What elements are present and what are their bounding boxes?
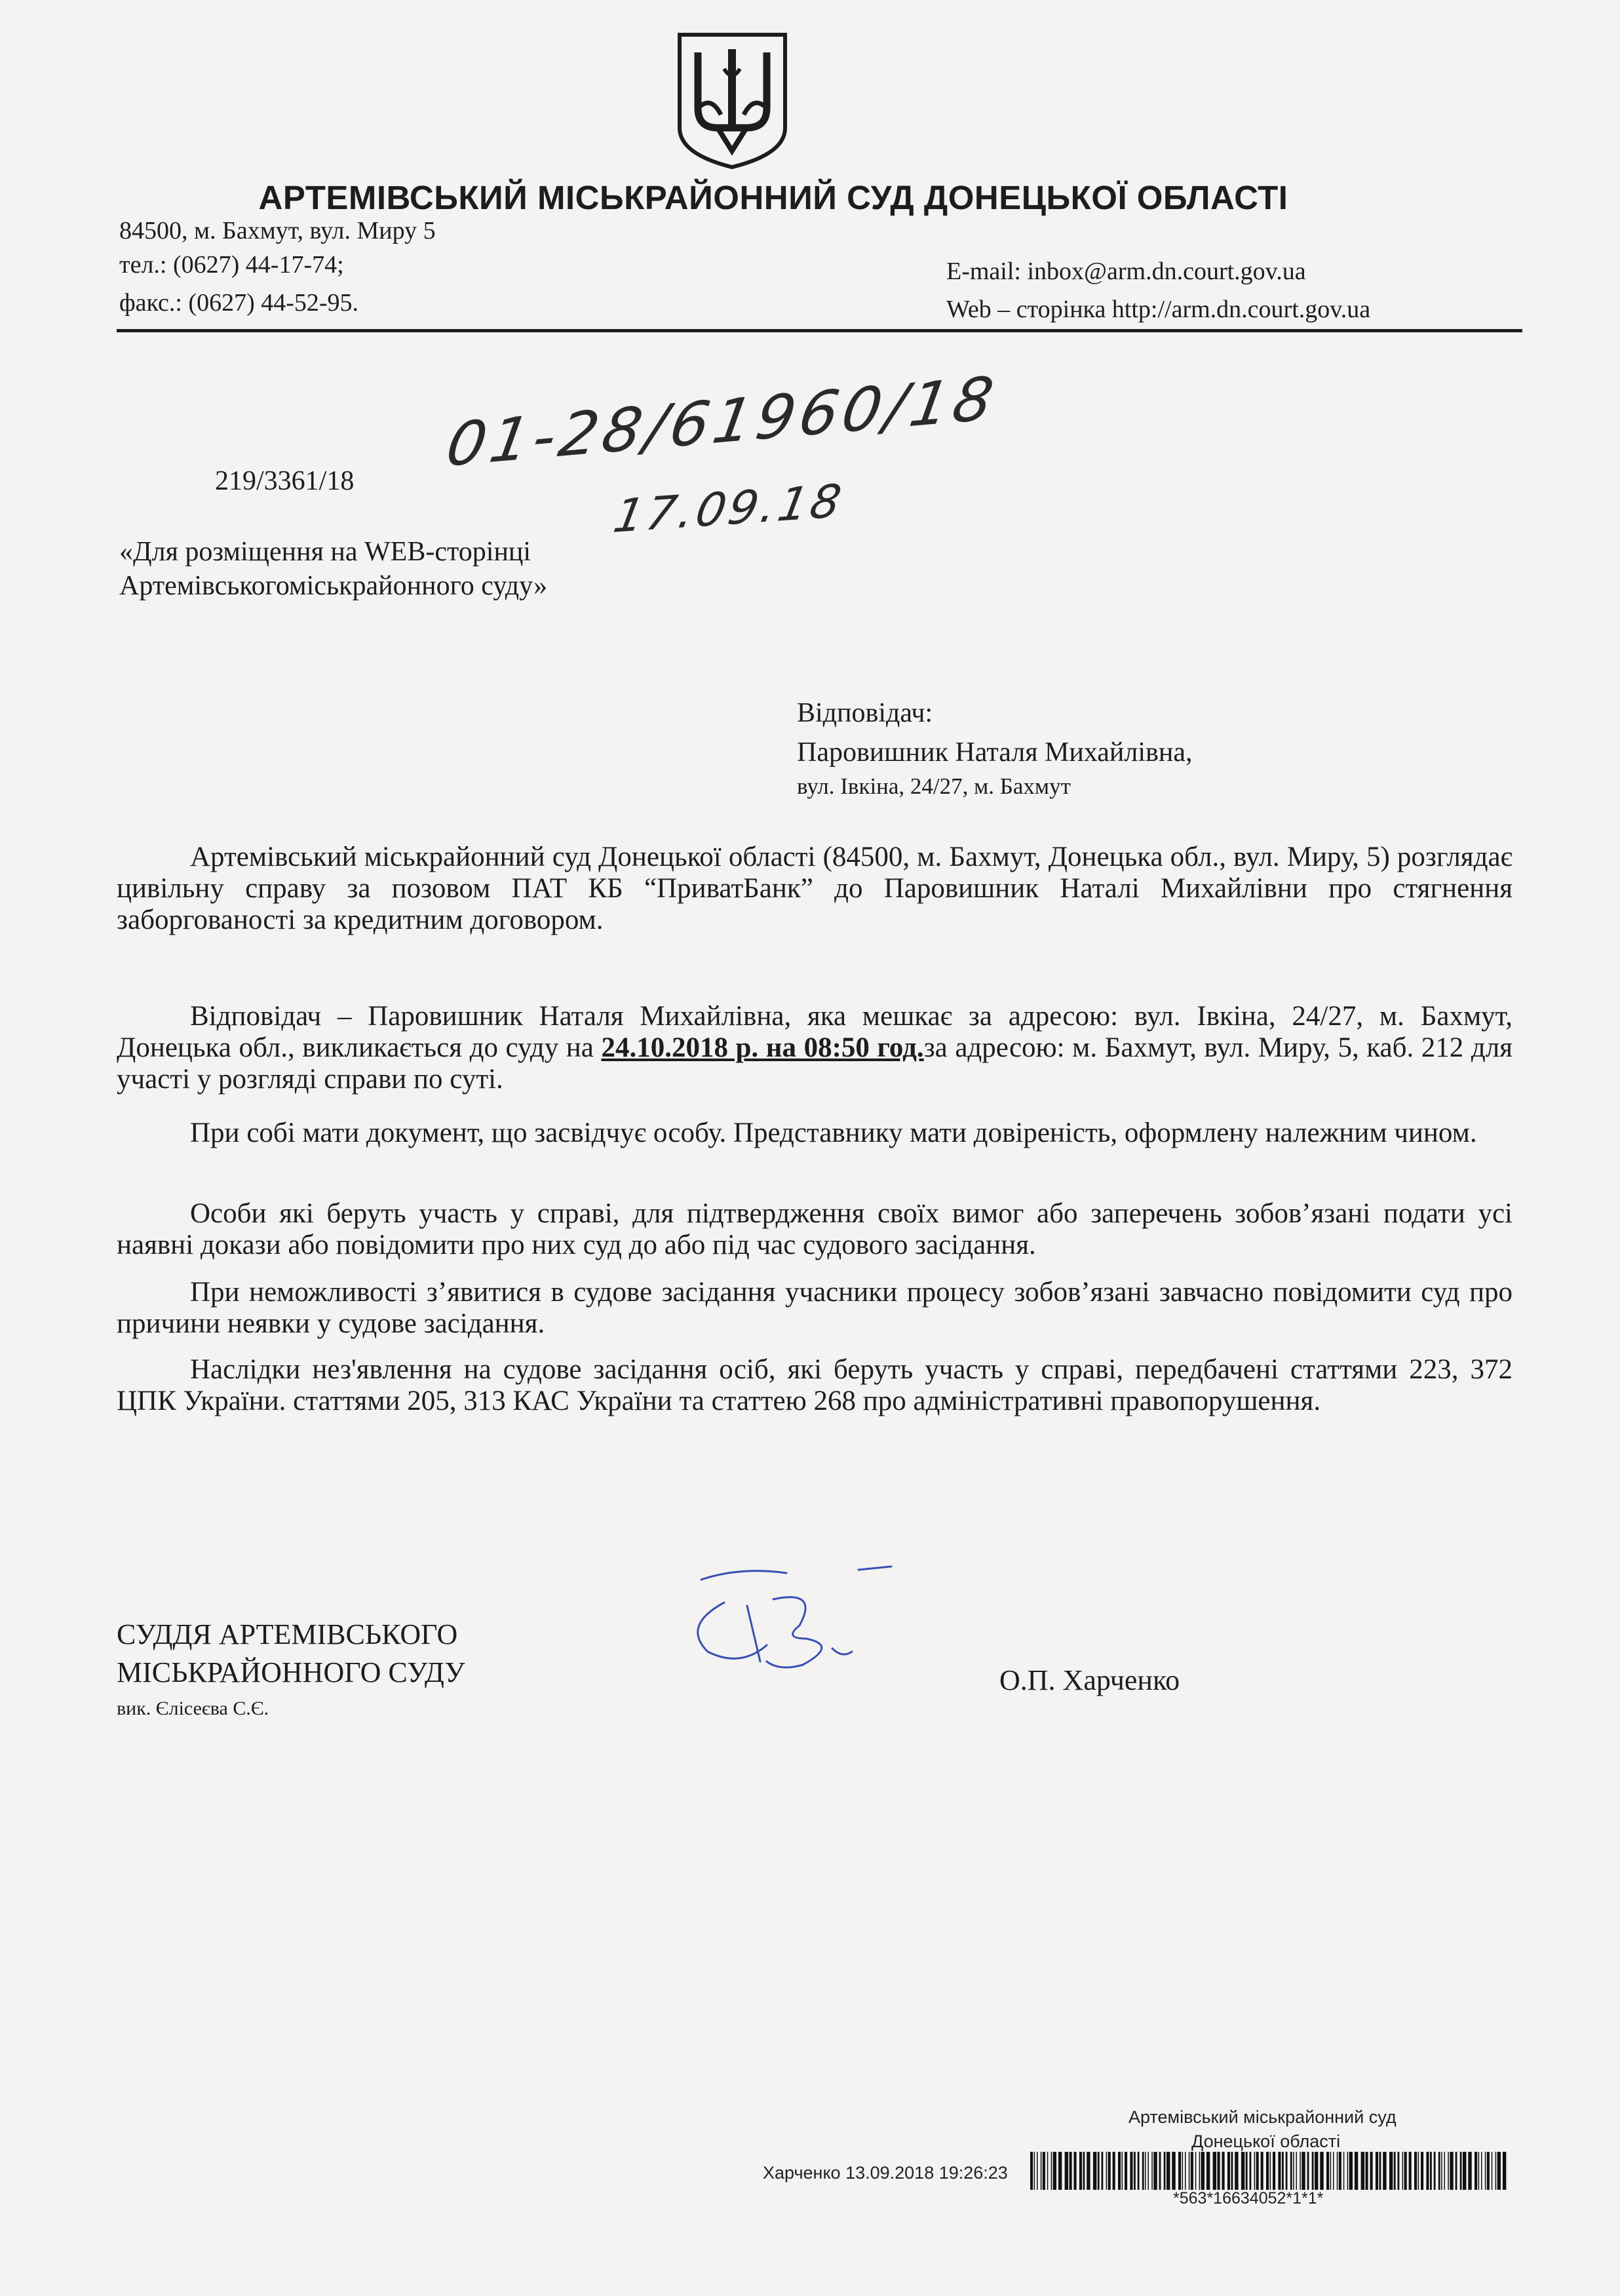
- barcode-bar: [1218, 2152, 1220, 2190]
- summons-text-before: Відповідач – Паровишник Наталя Михайлівна, яка мешкає за адресою: вул. Івкіна, 24/27, м. Бахмут, Донецька обл., викликається до суду на: [117, 1001, 1513, 1063]
- barcode-bar: [1164, 2152, 1166, 2190]
- hearing-date: 24.10.2018 р. на 08:50 год.: [601, 1032, 924, 1063]
- barcode-bar: [1201, 2152, 1205, 2190]
- barcode-bar: [1383, 2152, 1386, 2190]
- barcode-bar: [1134, 2152, 1136, 2190]
- barcode-bar: [1312, 2152, 1314, 2190]
- barcode-bar: [1337, 2152, 1338, 2190]
- barcode-bar: [1270, 2152, 1271, 2190]
- barcode-bar: [1130, 2152, 1132, 2190]
- barcode-bar: [1178, 2152, 1181, 2190]
- barcode-bar: [1151, 2152, 1153, 2190]
- court-email: E-mail: inbox@arm.dn.court.gov.ua: [946, 258, 1306, 285]
- barcode-bar: [1246, 2152, 1248, 2190]
- barcode-bar: [1083, 2152, 1085, 2190]
- barcode-bar: [1349, 2152, 1353, 2190]
- barcode-bar: [1047, 2152, 1049, 2190]
- barcode-bar: [1409, 2152, 1412, 2190]
- barcode-bar: [1296, 2152, 1298, 2190]
- barcode-bar: [1456, 2152, 1457, 2190]
- barcode-bar: [1448, 2152, 1449, 2190]
- barcode-bar: [1122, 2152, 1123, 2190]
- barcode-bar: [1370, 2152, 1373, 2190]
- court-phone: тел.: (0627) 44-17-74;: [119, 251, 344, 279]
- barcode-bar: [1172, 2152, 1175, 2190]
- barcode-bar: [1079, 2152, 1082, 2190]
- barcode-bar: [1106, 2152, 1108, 2190]
- barcode-bar: [1460, 2152, 1462, 2190]
- barcode-bar: [1379, 2152, 1381, 2190]
- barcode-bar: [1434, 2152, 1436, 2190]
- barcode-bar: [1043, 2152, 1045, 2190]
- barcode-bar: [1478, 2152, 1480, 2190]
- barcode-bar: [1053, 2152, 1056, 2190]
- judge-title-line1: СУДДЯ АРТЕМІВСЬКОГО: [117, 1618, 458, 1650]
- evidence-paragraph: Особи які беруть участь у справі, для підтвердження своїх вимог або заперечень зобов’язані подати усі наявні докази або повідомити про них суд до або під час судового засідання.: [117, 1198, 1513, 1260]
- publication-note-line1: «Для розміщення на WEB-сторінці: [119, 537, 531, 567]
- barcode-bar: [1278, 2152, 1281, 2190]
- executor-name: вик. Єлісеєва С.Є.: [117, 1698, 269, 1719]
- court-address: 84500, м. Бахмут, вул. Миру 5: [119, 217, 436, 244]
- addressee-role: Відповідач:: [797, 698, 933, 728]
- barcode-bar: [1421, 2152, 1423, 2190]
- addressee-address: вул. Івкіна, 24/27, м. Бахмут: [797, 773, 1071, 799]
- barcode-bar: [1495, 2152, 1497, 2190]
- barcode-bar: [1222, 2152, 1225, 2190]
- barcode-bar: [1030, 2152, 1033, 2190]
- barcode-bar: [1182, 2152, 1184, 2190]
- absence-paragraph: При неможливості з’явитися в судове засідання учасники процесу зобов’язані завчасно повідомити суд про причини неявки у судове засідання.: [117, 1277, 1513, 1339]
- barcode-bar: [1159, 2152, 1161, 2190]
- stamp-timestamp: Харченко 13.09.2018 19:26:23: [763, 2163, 1008, 2183]
- barcode-bar: [1418, 2152, 1419, 2190]
- barcode-bar: [1320, 2152, 1323, 2190]
- barcode-bar: [1347, 2152, 1349, 2190]
- barcode-code: *563*16634052*1*1*: [1173, 2189, 1324, 2208]
- barcode-bar: [1361, 2152, 1364, 2190]
- barcode-bar: [1300, 2152, 1301, 2190]
- barcode-bar: [1404, 2152, 1407, 2190]
- barcode-bar: [1041, 2152, 1042, 2190]
- barcode-bar: [1070, 2152, 1072, 2190]
- court-website: Web – сторінка http://arm.dn.court.gov.ua: [946, 296, 1371, 323]
- barcode-bar: [1241, 2152, 1244, 2190]
- barcode-bar: [1074, 2152, 1077, 2190]
- barcode-bar: [1481, 2152, 1482, 2190]
- barcode-bar: [1450, 2152, 1453, 2190]
- barcode-bar: [1282, 2152, 1284, 2190]
- barcode-bar: [1333, 2152, 1334, 2190]
- barcode-bar: [1213, 2152, 1216, 2190]
- barcode-bar: [1098, 2152, 1100, 2190]
- barcode-bar: [1366, 2152, 1368, 2190]
- barcode-bar: [1185, 2152, 1186, 2190]
- barcode-bar: [1398, 2152, 1400, 2190]
- barcode-bar: [1142, 2152, 1144, 2190]
- barcode-bar: [1235, 2152, 1238, 2190]
- barcode-bar: [1231, 2152, 1233, 2190]
- judge-title-line2: МІСЬКРАЙОННОГО СУДУ: [117, 1656, 465, 1688]
- court-fax: факс.: (0627) 44-52-95.: [119, 289, 359, 317]
- barcode-bar: [1250, 2152, 1252, 2190]
- barcode-bar: [1355, 2152, 1358, 2190]
- barcode-bar: [1058, 2152, 1062, 2190]
- barcode-bar: [1065, 2152, 1068, 2190]
- barcode-bar: [1485, 2152, 1486, 2190]
- barcode-bar: [1339, 2152, 1341, 2190]
- barcode-bar: [1343, 2152, 1345, 2190]
- barcode-bar: [1118, 2152, 1121, 2190]
- barcode-bar: [1414, 2152, 1417, 2190]
- barcode-bar: [1430, 2152, 1432, 2190]
- barcode-bar: [1087, 2152, 1090, 2190]
- barcode-bar: [1148, 2152, 1149, 2190]
- barcode-bar: [1475, 2152, 1477, 2190]
- barcode-bar: [1463, 2152, 1466, 2190]
- barcode-bar: [1293, 2152, 1294, 2190]
- barcode-bar: [1051, 2152, 1052, 2190]
- barcode-bar: [1034, 2152, 1035, 2190]
- documents-paragraph: При собі мати документ, що засвідчує особу. Представнику мати довіреність, оформлену належним чином.: [190, 1118, 1477, 1148]
- barcode-bar: [1261, 2152, 1263, 2190]
- barcode-bar: [1113, 2152, 1115, 2190]
- barcode-bar: [1138, 2152, 1140, 2190]
- addressee-name: Паровишник Наталя Михайлівна,: [797, 737, 1193, 768]
- barcode-bar: [1389, 2152, 1393, 2190]
- barcode-bar: [1191, 2152, 1193, 2190]
- court-name: АРТЕМІВСЬКИЙ МІСЬКРАЙОННИЙ СУД ДОНЕЦЬКОЇ ОБЛАСТІ: [258, 179, 1288, 216]
- header-divider: [117, 329, 1522, 332]
- publication-note-line2: Артемівськогоміськрайонного суду»: [119, 571, 548, 601]
- barcode-bar: [1093, 2152, 1096, 2190]
- barcode-bar: [1145, 2152, 1146, 2190]
- barcode-bar: [1102, 2152, 1104, 2190]
- barcode-bar: [1302, 2152, 1305, 2190]
- barcode-bar: [1376, 2152, 1378, 2190]
- barcode-bar: [1195, 2152, 1197, 2190]
- judge-signature: [668, 1553, 904, 1711]
- summons-paragraph: [117, 1001, 1513, 1095]
- barcode-bar: [1273, 2152, 1275, 2190]
- summons-text-after: за адресою: м. Бахмут, вул. Миру, 5, каб. 212 для участі у розгляді справи по суті.: [117, 1032, 1513, 1095]
- barcode-bar: [1227, 2152, 1230, 2190]
- handwritten-registration-date: 17.09.18: [609, 474, 848, 543]
- barcode-bar: [1266, 2152, 1269, 2190]
- barcode: [1030, 2152, 1509, 2190]
- barcode-bar: [1438, 2152, 1440, 2190]
- barcode-bar: [1286, 2152, 1288, 2190]
- barcode-bar: [1492, 2152, 1493, 2190]
- case-number: 219/3361/18: [215, 466, 355, 496]
- barcode-bar: [1487, 2152, 1490, 2190]
- barcode-bar: [1441, 2152, 1442, 2190]
- barcode-bar: [1037, 2152, 1038, 2190]
- coat-of-arms-icon: [672, 29, 793, 170]
- barcode-bar: [1497, 2152, 1501, 2190]
- barcode-bar: [1206, 2152, 1210, 2190]
- barcode-bar: [1394, 2152, 1396, 2190]
- stamp-court-line2: Донецької області: [1191, 2131, 1341, 2151]
- barcode-bar: [1199, 2152, 1201, 2190]
- barcode-bar: [1189, 2152, 1190, 2190]
- intro-paragraph: Артемівський міськрайонний суд Донецької області (84500, м. Бахмут, Донецька обл., вул. Миру, 5) розглядає цивільну справу за позовом ПАТ КБ “ПриватБанк” до Паровишник Наталі Михайлівни про стягнення заборгованості за кредитним договором.: [117, 842, 1513, 935]
- consequences-paragraph: Наслідки нез'явлення на судове засідання осіб, які беруть участь у справі, передбачені статтями 223, 372 ЦПК України. статтями 205, 313 КАС України та статтею 268 про адміністративні правопорушення.: [117, 1354, 1513, 1416]
- barcode-bar: [1402, 2152, 1404, 2190]
- barcode-bar: [1330, 2152, 1332, 2190]
- barcode-bar: [1153, 2152, 1157, 2190]
- barcode-bar: [1444, 2152, 1446, 2190]
- barcode-bar: [1290, 2152, 1292, 2190]
- barcode-bar: [1167, 2152, 1170, 2190]
- barcode-bar: [1315, 2152, 1318, 2190]
- barcode-bar: [1468, 2152, 1471, 2190]
- barcode-bar: [1125, 2152, 1127, 2190]
- barcode-bar: [1326, 2152, 1329, 2190]
- barcode-bar: [1503, 2152, 1506, 2190]
- barcode-bar: [1426, 2152, 1429, 2190]
- barcode-bar: [1256, 2152, 1259, 2190]
- barcode-bar: [1254, 2152, 1256, 2190]
- barcode-bar: [1307, 2152, 1309, 2190]
- stamp-court-line1: Артемівський міськрайонний суд: [1128, 2107, 1397, 2127]
- judge-name: О.П. Харченко: [999, 1664, 1180, 1696]
- handwritten-registration-number: 01-28/61960/18: [441, 363, 1003, 480]
- barcode-bar: [1108, 2152, 1111, 2190]
